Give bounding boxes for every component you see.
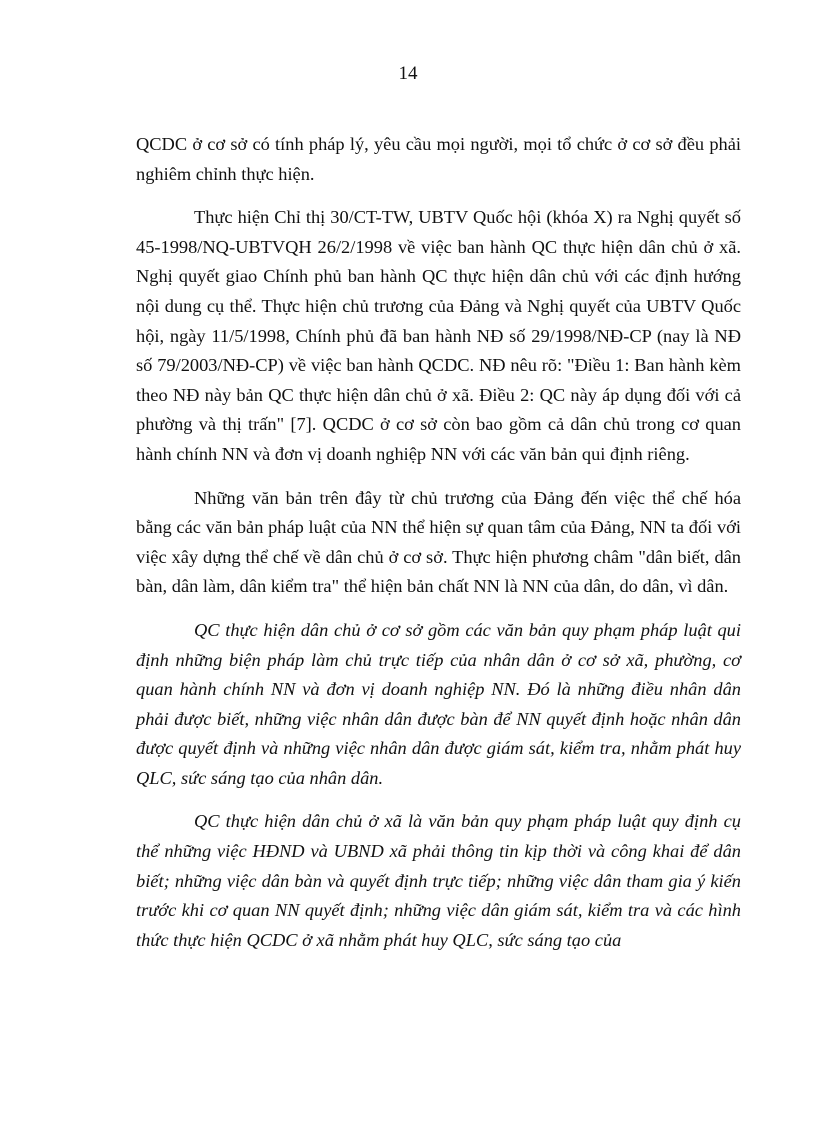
document-body xyxy=(136,130,741,969)
paragraph-2: Thực hiện Chỉ thị 30/CT-TW, UBTV Quốc hội (khóa X) ra Nghị quyết số 45-1998/NQ-UBTVQH 26/2/1998 về việc ban hành QC thực hiện dân chủ ở xã. Nghị quyết giao Chính phủ ban hành QC thực hiện dân chủ với các định hướng nội dung cụ thể. Thực hiện chủ trương của Đảng và Nghị quyết của UBTV Quốc hội, ngày 11/5/1998, Chính phủ đã ban hành NĐ số 29/1998/NĐ-CP (nay là NĐ số 79/2003/NĐ-CP) về việc ban hành QCDC. NĐ nêu rõ: "Điều 1: Ban hành kèm theo NĐ này bản QC thực hiện dân chủ ở xã. Điều 2: QC này áp dụng đối với cả phường và thị trấn" [7]. QCDC ở cơ sở còn bao gồm cả dân chủ trong cơ quan hành chính NN và đơn vị doanh nghiệp NN với các văn bản qui định riêng. xyxy=(136,207,741,464)
page-number: 14 xyxy=(398,63,418,84)
paragraph-1: QCDC ở cơ sở có tính pháp lý, yêu cầu mọi người, mọi tổ chức ở cơ sở đều phải nghiêm chỉnh thực hiện. xyxy=(136,134,741,184)
paragraph-4-definition-qc-co-so: QC thực hiện dân chủ ở cơ sở gồm các văn bản quy phạm pháp luật qui định những biện pháp làm chủ trực tiếp của nhân dân ở cơ sở xã, phường, cơ quan hành chính NN và đơn vị doanh nghiệp NN. Đó là những điều nhân dân phải được biết, những việc nhân dân được bàn để NN quyết định hoặc nhân dân được quyết định và những việc nhân dân được giám sát, kiểm tra, nhằm phát huy QLC, sức sáng tạo của nhân dân. xyxy=(136,619,741,788)
paragraph-5-definition-qc-xa: QC thực hiện dân chủ ở xã là văn bản quy phạm pháp luật quy định cụ thể những việc HĐND và UBND xã phải thông tin kịp thời và công khai để dân biết; những việc dân bàn và quyết định trực tiếp; những việc dân tham gia ý kiến trước khi cơ quan NN quyết định; những việc dân giám sát, kiểm tra và các hình thức thực hiện QCDC ở xã nhằm phát huy QLC, sức sáng tạo của xyxy=(136,811,741,950)
paragraph-3: Những văn bản trên đây từ chủ trương của Đảng đến việc thể chế hóa bằng các văn bản pháp luật của NN thể hiện sự quan tâm của Đảng, NN ta đối với việc xây dựng thể chế về dân chủ ở cơ sở. Thực hiện phương châm "dân biết, dân bàn, dân làm, dân kiểm tra" thể hiện bản chất NN là NN của dân, do dân, vì dân. xyxy=(136,487,741,597)
